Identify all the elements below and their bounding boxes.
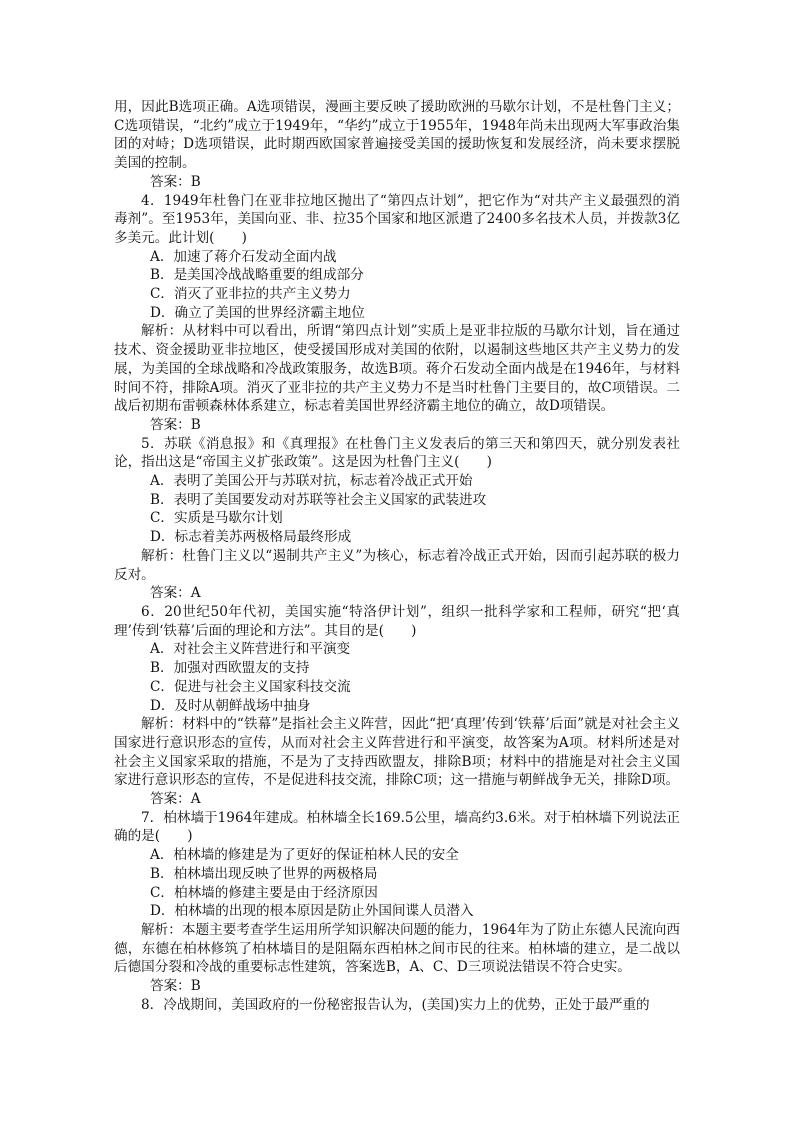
option-a: A．柏林墙的修建是为了更好的保证柏林人民的安全 bbox=[150, 847, 459, 864]
option-c: C．消灭了亚非拉的共产主义势力 bbox=[150, 286, 351, 303]
intro-paragraph: 用，因此B选项正确。A选项错误，漫画主要反映了援助欧洲的马歇尔计划，不是杜鲁门主义；C选项错误，“北约”成立于1949年，“华约”成立于1955年，1948年尚未出现两大军事政治集团的对峙；D选项错误，此时期西欧国家普遍接受美国的援助恢复和发展经济，尚未要求摆脱美国的控制。 bbox=[114, 99, 680, 172]
analysis-paragraph: 解析：本题主要考查学生运用所学知识解决问题的能力，1964年为了防止东德人民流向西德，东德在柏林修筑了柏林墙目的是阻隔东西柏林之间市民的往来。柏林墙的建立，是二战以后德国分裂和冷战的重要标志性建筑，答案选B，A、C、D三项说法错误不符合史实。 bbox=[114, 921, 680, 976]
option-b: B．柏林墙出现反映了世界的两极格局 bbox=[150, 865, 378, 882]
answer-line: 答案：A bbox=[150, 791, 201, 808]
analysis-paragraph: 解析：杜鲁门主义以“遏制共产主义”为核心，标志着冷战正式开始，因而引起苏联的极力反对。 bbox=[114, 547, 680, 583]
question-stem: 7．柏林墙于1964年建成。柏林墙全长169.5公里，墙高约3.6米。对于柏林墙下列说法正确的是( ) bbox=[114, 809, 680, 845]
answer-line: 答案：A bbox=[150, 585, 201, 602]
question-stem: 6．20世纪50年代初，美国实施“特洛伊计划”，组织一批科学家和工程师，研究“把‘真理’传到‘铁幕’后面的理论和方法”。其目的是( ) bbox=[114, 603, 680, 639]
answer-line: 答案：B bbox=[150, 416, 201, 433]
option-d: D．柏林墙的出现的根本原因是防止外国间谍人员潜入 bbox=[150, 903, 474, 920]
option-a: A．加速了蒋介石发动全面内战 bbox=[150, 248, 337, 265]
analysis-paragraph: 解析：从材料中可以看出，所谓“第四点计划”实质上是亚非拉版的马歇尔计划，旨在通过技术、资金援助亚非拉地区，使受援国形成对美国的依附，以遏制这些地区共产主义势力的发展，为美国的全球战略和冷战政策服务，故选B项。蒋介石发动全面内战是在1946年，与材料时间不符，排除A项。消灭了亚非拉的共产主义势力不是当时杜鲁门主要目的，故C项错误。二战后初期布雷顿森林体系建立，标志着美国世界经济霸主地位的确立，故D项错误。 bbox=[114, 323, 680, 415]
option-d: D．及时从朝鲜战场中抽身 bbox=[150, 697, 311, 714]
answer-line: 答案：B bbox=[150, 173, 201, 190]
option-b: B．是美国冷战战略重要的组成部分 bbox=[150, 267, 364, 284]
option-b: B．加强对西欧盟友的支持 bbox=[150, 660, 310, 677]
option-c: C．促进与社会主义国家科技交流 bbox=[150, 678, 351, 695]
option-c: C．实质是马歇尔计划 bbox=[150, 510, 283, 527]
option-d: D．确立了美国的世界经济霸主地位 bbox=[150, 304, 365, 321]
question-stem: 4．1949年杜鲁门在亚非拉地区抛出了“第四点计划”，把它作为“对共产主义最强烈的消毒剂”。至1953年，美国向亚、非、拉35个国家和地区派遣了2400多名技术人员，并拨款3亿多美元。此计划( ) bbox=[114, 192, 680, 246]
option-b: B．表明了美国要发动对苏联等社会主义国家的武装进攻 bbox=[150, 491, 487, 508]
option-a: A．对社会主义阵营进行和平演变 bbox=[150, 641, 351, 658]
analysis-paragraph: 解析：材料中的“铁幕”是指社会主义阵营，因此“把‘真理’传到‘铁幕’后面”就是对社会主义国家进行意识形态的宣传，从而对社会主义阵营进行和平演变，故答案为A项。材料所述是对社会主义国家采取的措施，不是为了支持西欧盟友，排除B项；材料中的措施是对社会主义国家进行意识形态的宣传，不是促进科技交流，排除C项；这一措施与朝鲜战争无关，排除D项。 bbox=[114, 716, 680, 789]
option-d: D．标志着美苏两极格局最终形成 bbox=[150, 529, 352, 546]
document-page bbox=[114, 98, 680, 1014]
question-stem-truncated: 8．冷战期间，美国政府的一份秘密报告认为，(美国)实力上的优势，正处于最严重的 bbox=[141, 996, 650, 1013]
option-a: A．表明了美国公开与苏联对抗，标志着冷战正式开始 bbox=[150, 473, 473, 490]
answer-line: 答案：B bbox=[150, 978, 201, 995]
question-stem: 5．苏联《消息报》和《真理报》在杜鲁门主义发表后的第三天和第四天，就分别发表社论，指出这是“帝国主义扩张政策”。这是因为杜鲁门主义( ) bbox=[114, 435, 680, 471]
option-c: C．柏林墙的修建主要是由于经济原因 bbox=[150, 884, 378, 901]
